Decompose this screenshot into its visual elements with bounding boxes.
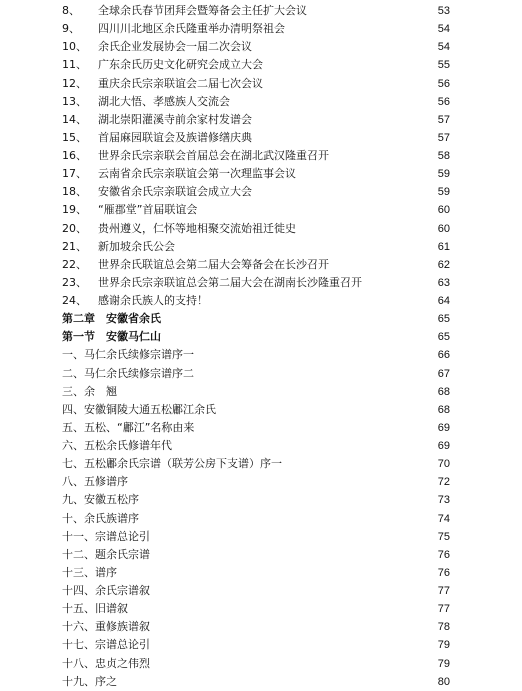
toc-page-number: 68 [437, 385, 450, 398]
toc-page-number: 61 [437, 240, 450, 253]
toc-entry-number: 19、 [62, 203, 87, 217]
toc-entry-title: 三、余 翘 [62, 384, 117, 398]
toc-entry-row [0, 655, 522, 673]
toc-entry-title: 感谢余氏族人的支持！ [98, 294, 208, 307]
toc-page-number: 53 [437, 5, 450, 17]
toc-entry-title: 十七、宗谱总论引 [62, 638, 150, 652]
toc-page-number: 62 [437, 258, 450, 271]
toc-page-number: 74 [437, 512, 450, 525]
toc-entry-title: 一、马仁余氏续修宗谱序一 [62, 348, 194, 362]
toc-page-number: 65 [437, 313, 450, 326]
toc-entry-title: 十五、旧谱叙 [62, 602, 128, 616]
toc-entry-number: 9、 [62, 22, 80, 36]
toc-heading-title: 第一节 安徽马仁山 [62, 330, 161, 344]
toc-page-number: 77 [437, 585, 450, 597]
toc-page-number: 60 [437, 204, 450, 217]
toc-entry-row [0, 56, 522, 74]
toc-entry-title: 世界余氏宗亲联谊总会第二届大会在湖南长沙隆重召开 [98, 275, 362, 289]
toc-entry-title: 十六、重修族谱叙 [62, 620, 150, 634]
toc-page-number: 77 [437, 603, 450, 616]
toc-entry-title: 湖北大悟、孝感族人交流会 [98, 94, 230, 108]
toc-entry-title: 新加坡余氏公会 [98, 239, 175, 253]
toc-entry-number: 10、 [62, 40, 87, 54]
toc-entry-number: 11、 [62, 58, 87, 72]
toc-entry-title: 五、五松、“鄘江”名称由来 [62, 420, 195, 434]
toc-entry-row [0, 419, 522, 437]
toc-page-number: 75 [437, 530, 450, 543]
toc-page-number: 67 [437, 367, 450, 380]
toc-entry-row [0, 111, 522, 129]
toc-page-number: 57 [437, 113, 450, 126]
toc-entry-title: 四川川北地区余氏隆重举办清明祭祖会 [98, 22, 285, 36]
toc-entry-title: 湖北崇阳灌溪寺前余家村发谱会 [98, 112, 252, 126]
toc-entry-row [0, 2, 522, 20]
toc-entry-row [0, 437, 522, 455]
toc-entry-title: 十八、忠贞之伟烈 [62, 656, 150, 670]
toc-page-number: 57 [437, 131, 450, 144]
toc-page-number: 76 [437, 566, 450, 579]
toc-entry-row [0, 564, 522, 582]
toc-entry-row [0, 600, 522, 618]
toc-entry-title: 世界余氏宗亲联会首届总会在湖北武汉隆重召开 [98, 149, 329, 162]
toc-entry-title: 贵州遵义，仁怀等地相聚交流始祖迁徙史 [98, 221, 296, 235]
toc-entry-number: 21、 [62, 239, 87, 253]
toc-entry-row [0, 220, 522, 238]
toc-entry-row [0, 256, 522, 274]
toc-page-number: 70 [437, 458, 450, 471]
toc-entry-title: 八、五修谱序 [62, 475, 128, 489]
toc-entry-row [0, 491, 522, 509]
toc-page-number: 80 [437, 675, 450, 688]
toc-entry-title: 重庆余氏宗亲联谊会二届七次会议 [98, 76, 263, 90]
toc-entry-title: 余氏企业发展协会一届二次会议 [98, 40, 252, 54]
toc-entry-title: 十三、谱序 [62, 565, 117, 579]
toc-entry-title: 十二、题余氏宗谱 [62, 547, 150, 561]
toc-entry-number: 20、 [62, 221, 87, 235]
toc-entry-row [0, 636, 522, 654]
toc-entry-row [0, 383, 522, 401]
toc-page-number: 65 [437, 331, 450, 344]
toc-entry-row [0, 618, 522, 636]
toc-entry-number: 16、 [62, 149, 87, 162]
toc-page-number: 54 [437, 41, 450, 54]
toc-entry-row [0, 455, 522, 473]
toc-entry-number: 13、 [62, 94, 87, 108]
toc-entry-title: 十四、余氏宗谱叙 [62, 584, 150, 597]
toc-page-number: 59 [437, 168, 450, 181]
toc-entry-row [0, 93, 522, 111]
toc-entry-title: 七、五松鄘余氏宗谱（联芳公房下支谱）序一 [62, 457, 282, 471]
toc-page-number: 54 [437, 23, 450, 36]
toc-page-number: 78 [437, 621, 450, 634]
toc-page-number: 79 [437, 639, 450, 652]
toc-entry-title: 四、安徽铜陵大通五松鄘江余氏 [62, 402, 216, 416]
toc-entry-number: 8、 [62, 4, 80, 17]
toc-entry-number: 23、 [62, 275, 87, 289]
toc-page-number: 55 [437, 59, 450, 72]
toc-entry-row [0, 546, 522, 564]
toc-page-number: 63 [437, 276, 450, 289]
toc-page-number: 64 [437, 295, 450, 307]
toc-entry-row [0, 292, 522, 310]
toc-entry-row [0, 365, 522, 383]
toc-heading-row [0, 328, 522, 346]
toc-entry-row [0, 274, 522, 292]
toc-page-number: 79 [437, 657, 450, 670]
toc-entry-row [0, 510, 522, 528]
toc-page-number: 69 [437, 421, 450, 434]
toc-entry-row [0, 201, 522, 219]
toc-page-number: 76 [437, 548, 450, 561]
toc-entry-number: 18、 [62, 185, 87, 199]
toc-entry-number: 22、 [62, 257, 87, 271]
toc-entry-number: 12、 [62, 76, 87, 90]
toc-entry-row [0, 165, 522, 183]
toc-entry-row [0, 346, 522, 364]
toc-entry-title: 全球余氏春节团拜会暨筹备会主任扩大会议 [98, 4, 307, 17]
toc-entry-title: 六、五松余氏修谱年代 [62, 439, 172, 452]
toc-page-number: 68 [437, 403, 450, 416]
toc-heading-row [0, 310, 522, 328]
toc-page-number: 60 [437, 222, 450, 235]
toc-page-number: 56 [437, 95, 450, 108]
toc-entry-row [0, 238, 522, 256]
toc-entry-row [0, 38, 522, 56]
toc-page-number: 72 [437, 476, 450, 489]
toc-entry-title: 九、安徽五松序 [62, 493, 139, 507]
toc-entry-title: 十九、序之 [62, 674, 117, 688]
toc-entry-row [0, 75, 522, 93]
toc-entry-title: 云南省余氏宗亲联谊会第一次理监事会议 [98, 167, 296, 181]
toc-entry-row [0, 473, 522, 491]
toc-entry-title: 二、马仁余氏续修宗谱序二 [62, 366, 194, 380]
toc-entry-number: 14、 [62, 112, 87, 126]
toc-entry-row [0, 147, 522, 165]
toc-entry-number: 24、 [62, 294, 87, 307]
toc-entry-title: 安徽省余氏宗亲联谊会成立大会 [98, 185, 252, 199]
toc-entry-title: 广东余氏历史文化研究会成立大会 [98, 58, 263, 72]
toc-page-number: 56 [437, 77, 450, 90]
toc-entry-row [0, 528, 522, 546]
toc-entry-row [0, 582, 522, 600]
toc-entry-number: 17、 [62, 167, 87, 181]
toc-page-number: 69 [437, 440, 450, 452]
toc-entry-row [0, 129, 522, 147]
toc-page-number: 73 [437, 494, 450, 507]
toc-page-number: 59 [437, 186, 450, 199]
toc-entry-title: 十、余氏族谱序 [62, 511, 139, 525]
toc-page-number: 66 [437, 349, 450, 362]
toc-page-number: 58 [437, 150, 450, 162]
toc-entry-row [0, 183, 522, 201]
toc-entry-title: “雁郡堂”首届联谊会 [98, 203, 198, 217]
toc-entry-title: 首届麻园联谊会及族谱修缮庆典 [98, 130, 252, 144]
toc-heading-title: 第二章 安徽省余氏 [62, 312, 161, 326]
toc-entry-row [0, 401, 522, 419]
toc-entry-row [0, 20, 522, 38]
toc-entry-title: 十一、宗谱总论引 [62, 529, 150, 543]
table-of-contents [0, 2, 522, 691]
toc-entry-title: 世界余氏联谊总会第二届大会筹备会在长沙召开 [98, 257, 329, 271]
toc-entry-row [0, 673, 522, 691]
toc-entry-number: 15、 [62, 130, 87, 144]
